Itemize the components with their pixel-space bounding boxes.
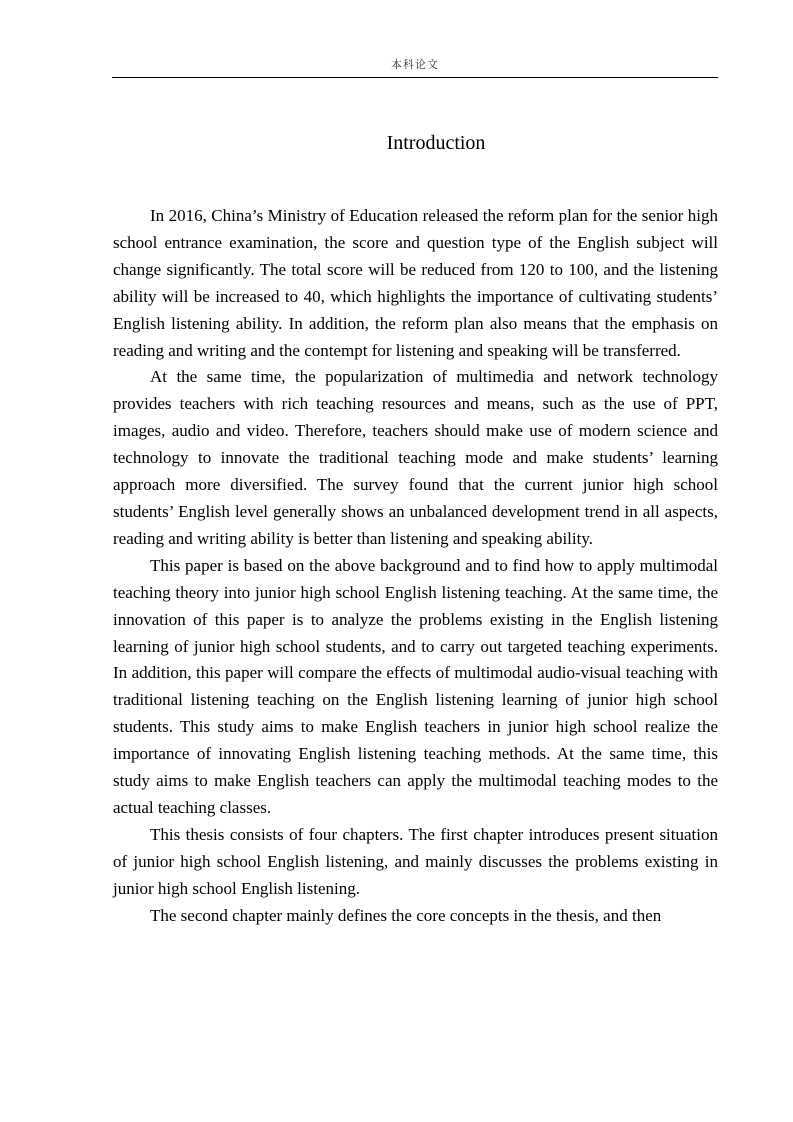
paragraph: The second chapter mainly defines the core concepts in the thesis, and then bbox=[150, 905, 662, 925]
section-title: Introduction bbox=[386, 132, 486, 154]
running-header-text: 本科论文 bbox=[391, 58, 439, 71]
body-text bbox=[113, 203, 718, 929]
paragraph: At the same time, the popularization of multimedia and network technology provides teachers with rich teaching resources and means, such as the use of PPT, images, audio and video. Therefore, teachers should make use of modern science and technology to innovate the traditional teaching mode and make students’ learning approach more diversified. The survey found that the current junior high school students’ English level generally shows an unbalanced development trend in all aspects, reading and writing ability is better than listening and speaking ability. bbox=[113, 367, 718, 548]
paragraph: In 2016, China’s Ministry of Education released the reform plan for the senior high school entrance examination, the score and question type of the English subject will change significantly. The total score will be reduced from 120 to 100, and the listening ability will be increased to 40, which highlights the importance of cultivating students’ English listening ability. In addition, the reform plan also means that the emphasis on reading and writing and the contempt for listening and speaking will be transferred. bbox=[113, 206, 718, 360]
paragraph: This paper is based on the above background and to find how to apply multimodal teaching theory into junior high school English listening teaching. At the same time, the innovation of this paper is to analyze the problems existing in the English listening learning of junior high school students, and to carry out targeted teaching experiments. In addition, this paper will compare the effects of multimodal audio-visual teaching with traditional listening teaching on the English listening learning of junior high school students. This study aims to make English teachers in junior high school realize the importance of innovating English listening teaching methods. At the same time, this study aims to make English teachers can apply the multimodal teaching modes to the actual teaching classes. bbox=[113, 555, 718, 817]
running-header bbox=[112, 55, 718, 78]
paragraph: This thesis consists of four chapters. The first chapter introduces present situation of junior high school English listening, and mainly discusses the problems existing in junior high school English listening. bbox=[113, 824, 718, 898]
